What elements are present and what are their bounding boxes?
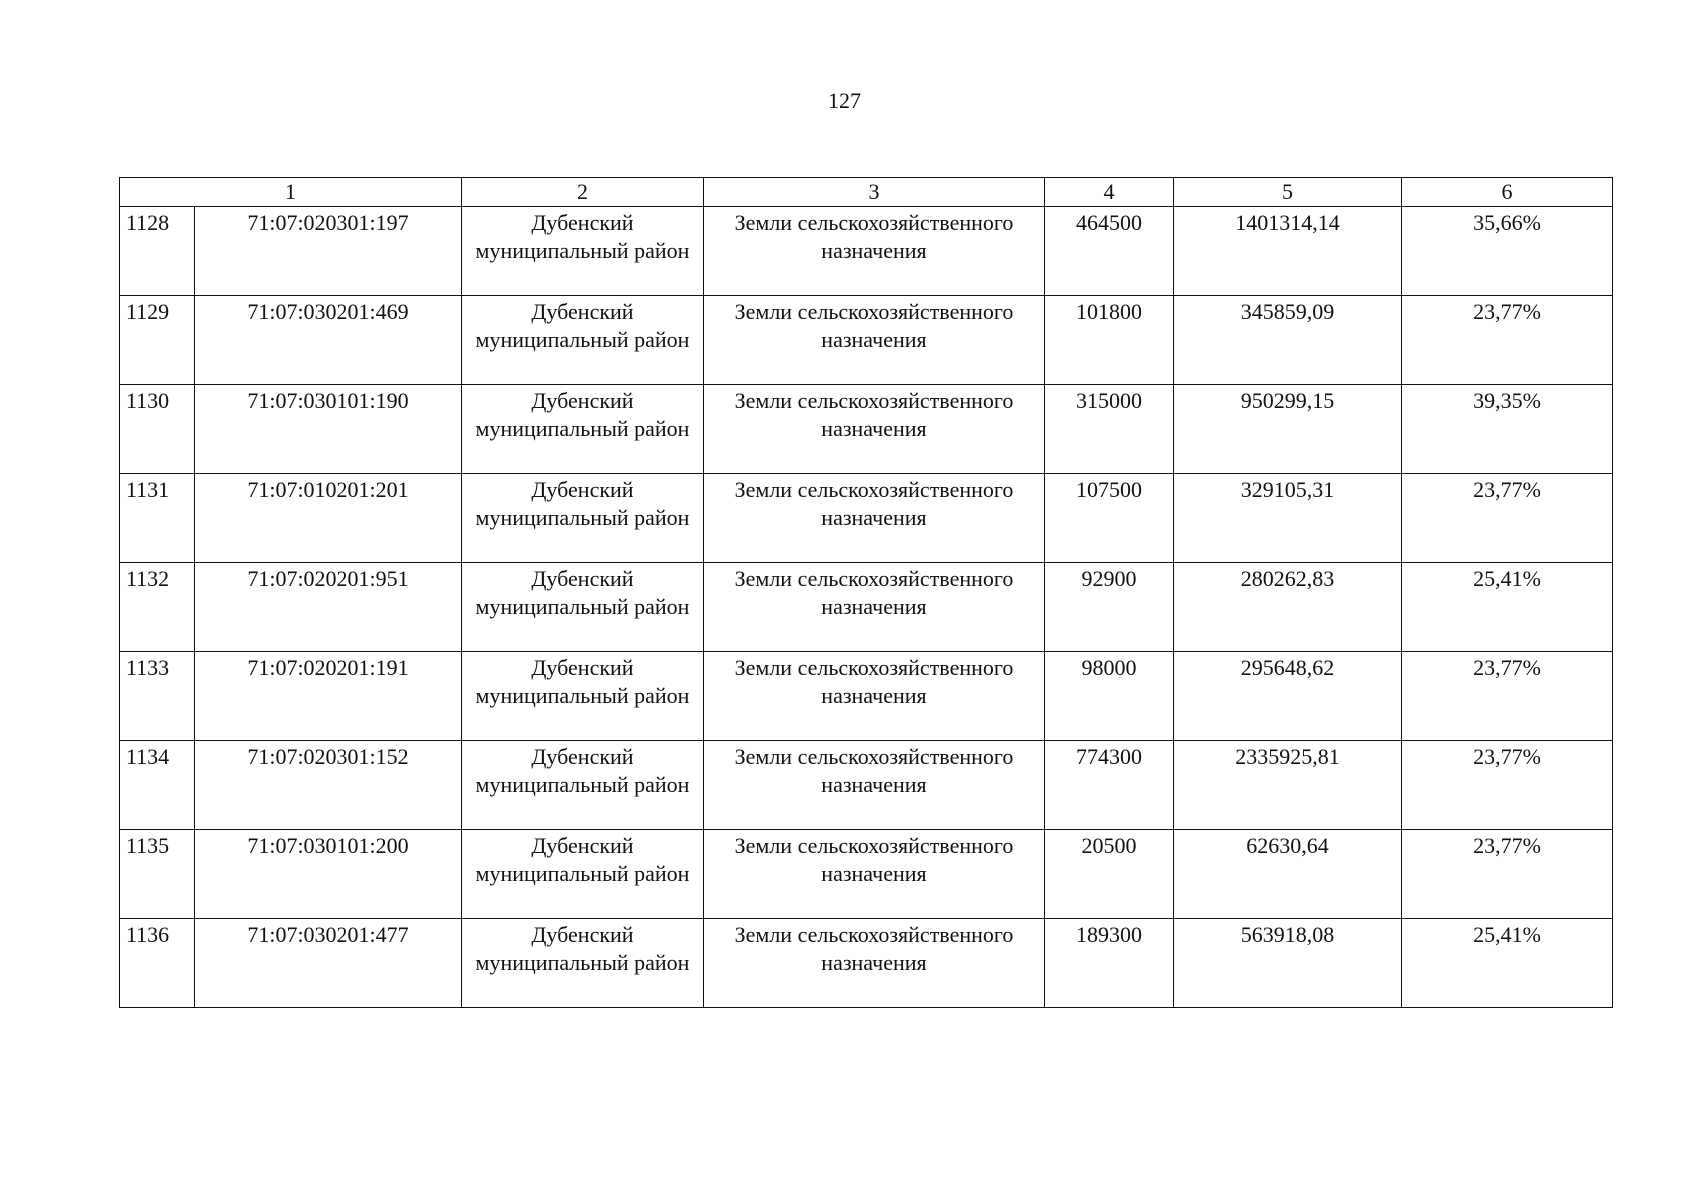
cadastral-value-cell: 563918,08 bbox=[1174, 919, 1402, 1008]
column-header-4: 4 bbox=[1045, 178, 1174, 207]
area-cell: 107500 bbox=[1045, 474, 1174, 563]
cadastral-value-cell: 62630,64 bbox=[1174, 830, 1402, 919]
row-number-cell: 1132 bbox=[120, 563, 195, 652]
percent-cell: 35,66% bbox=[1402, 207, 1613, 296]
cadastral-number-cell: 71:07:030101:190 bbox=[195, 385, 462, 474]
district-cell: Дубенский муниципальный район bbox=[462, 652, 704, 741]
table-row bbox=[120, 830, 1613, 919]
land-registry-table bbox=[119, 177, 1613, 1008]
district-cell: Дубенский муниципальный район bbox=[462, 474, 704, 563]
district-cell: Дубенский муниципальный район bbox=[462, 830, 704, 919]
column-header-1: 1 bbox=[120, 178, 462, 207]
cadastral-value-cell: 1401314,14 bbox=[1174, 207, 1402, 296]
district-cell: Дубенский муниципальный район bbox=[462, 385, 704, 474]
area-cell: 189300 bbox=[1045, 919, 1174, 1008]
row-number-cell: 1128 bbox=[120, 207, 195, 296]
cadastral-value-cell: 329105,31 bbox=[1174, 474, 1402, 563]
percent-cell: 39,35% bbox=[1402, 385, 1613, 474]
column-header-5: 5 bbox=[1174, 178, 1402, 207]
land-category-cell: Земли сельскохозяйственного назначения bbox=[704, 207, 1045, 296]
table-row bbox=[120, 563, 1613, 652]
column-header-6: 6 bbox=[1402, 178, 1613, 207]
land-category-cell: Земли сельскохозяйственного назначения bbox=[704, 919, 1045, 1008]
table-header-row bbox=[120, 178, 1613, 207]
cadastral-number-cell: 71:07:030201:469 bbox=[195, 296, 462, 385]
land-category-cell: Земли сельскохозяйственного назначения bbox=[704, 830, 1045, 919]
cadastral-value-cell: 280262,83 bbox=[1174, 563, 1402, 652]
cadastral-number-cell: 71:07:010201:201 bbox=[195, 474, 462, 563]
row-number-cell: 1131 bbox=[120, 474, 195, 563]
area-cell: 774300 bbox=[1045, 741, 1174, 830]
row-number-cell: 1129 bbox=[120, 296, 195, 385]
cadastral-number-cell: 71:07:030201:477 bbox=[195, 919, 462, 1008]
table-row bbox=[120, 652, 1613, 741]
district-cell: Дубенский муниципальный район bbox=[462, 919, 704, 1008]
row-number-cell: 1130 bbox=[120, 385, 195, 474]
area-cell: 20500 bbox=[1045, 830, 1174, 919]
percent-cell: 25,41% bbox=[1402, 563, 1613, 652]
cadastral-value-cell: 345859,09 bbox=[1174, 296, 1402, 385]
area-cell: 101800 bbox=[1045, 296, 1174, 385]
cadastral-value-cell: 295648,62 bbox=[1174, 652, 1402, 741]
district-cell: Дубенский муниципальный район bbox=[462, 563, 704, 652]
district-cell: Дубенский муниципальный район bbox=[462, 207, 704, 296]
table-row bbox=[120, 741, 1613, 830]
cadastral-value-cell: 2335925,81 bbox=[1174, 741, 1402, 830]
column-header-2: 2 bbox=[462, 178, 704, 207]
column-header-3: 3 bbox=[704, 178, 1045, 207]
cadastral-number-cell: 71:07:020201:191 bbox=[195, 652, 462, 741]
area-cell: 98000 bbox=[1045, 652, 1174, 741]
percent-cell: 23,77% bbox=[1402, 474, 1613, 563]
cadastral-number-cell: 71:07:030101:200 bbox=[195, 830, 462, 919]
land-category-cell: Земли сельскохозяйственного назначения bbox=[704, 385, 1045, 474]
row-number-cell: 1134 bbox=[120, 741, 195, 830]
land-category-cell: Земли сельскохозяйственного назначения bbox=[704, 652, 1045, 741]
land-category-cell: Земли сельскохозяйственного назначения bbox=[704, 741, 1045, 830]
area-cell: 315000 bbox=[1045, 385, 1174, 474]
land-category-cell: Земли сельскохозяйственного назначения bbox=[704, 563, 1045, 652]
page-number: 127 bbox=[828, 88, 861, 113]
table-row bbox=[120, 919, 1613, 1008]
land-category-cell: Земли сельскохозяйственного назначения bbox=[704, 296, 1045, 385]
percent-cell: 23,77% bbox=[1402, 830, 1613, 919]
row-number-cell: 1135 bbox=[120, 830, 195, 919]
percent-cell: 23,77% bbox=[1402, 652, 1613, 741]
table-row bbox=[120, 296, 1613, 385]
table-row bbox=[120, 474, 1613, 563]
row-number-cell: 1133 bbox=[120, 652, 195, 741]
percent-cell: 23,77% bbox=[1402, 741, 1613, 830]
table-row bbox=[120, 207, 1613, 296]
percent-cell: 25,41% bbox=[1402, 919, 1613, 1008]
cadastral-number-cell: 71:07:020301:152 bbox=[195, 741, 462, 830]
area-cell: 464500 bbox=[1045, 207, 1174, 296]
land-category-cell: Земли сельскохозяйственного назначения bbox=[704, 474, 1045, 563]
table-row bbox=[120, 385, 1613, 474]
cadastral-value-cell: 950299,15 bbox=[1174, 385, 1402, 474]
percent-cell: 23,77% bbox=[1402, 296, 1613, 385]
district-cell: Дубенский муниципальный район bbox=[462, 741, 704, 830]
area-cell: 92900 bbox=[1045, 563, 1174, 652]
cadastral-number-cell: 71:07:020301:197 bbox=[195, 207, 462, 296]
row-number-cell: 1136 bbox=[120, 919, 195, 1008]
district-cell: Дубенский муниципальный район bbox=[462, 296, 704, 385]
cadastral-number-cell: 71:07:020201:951 bbox=[195, 563, 462, 652]
